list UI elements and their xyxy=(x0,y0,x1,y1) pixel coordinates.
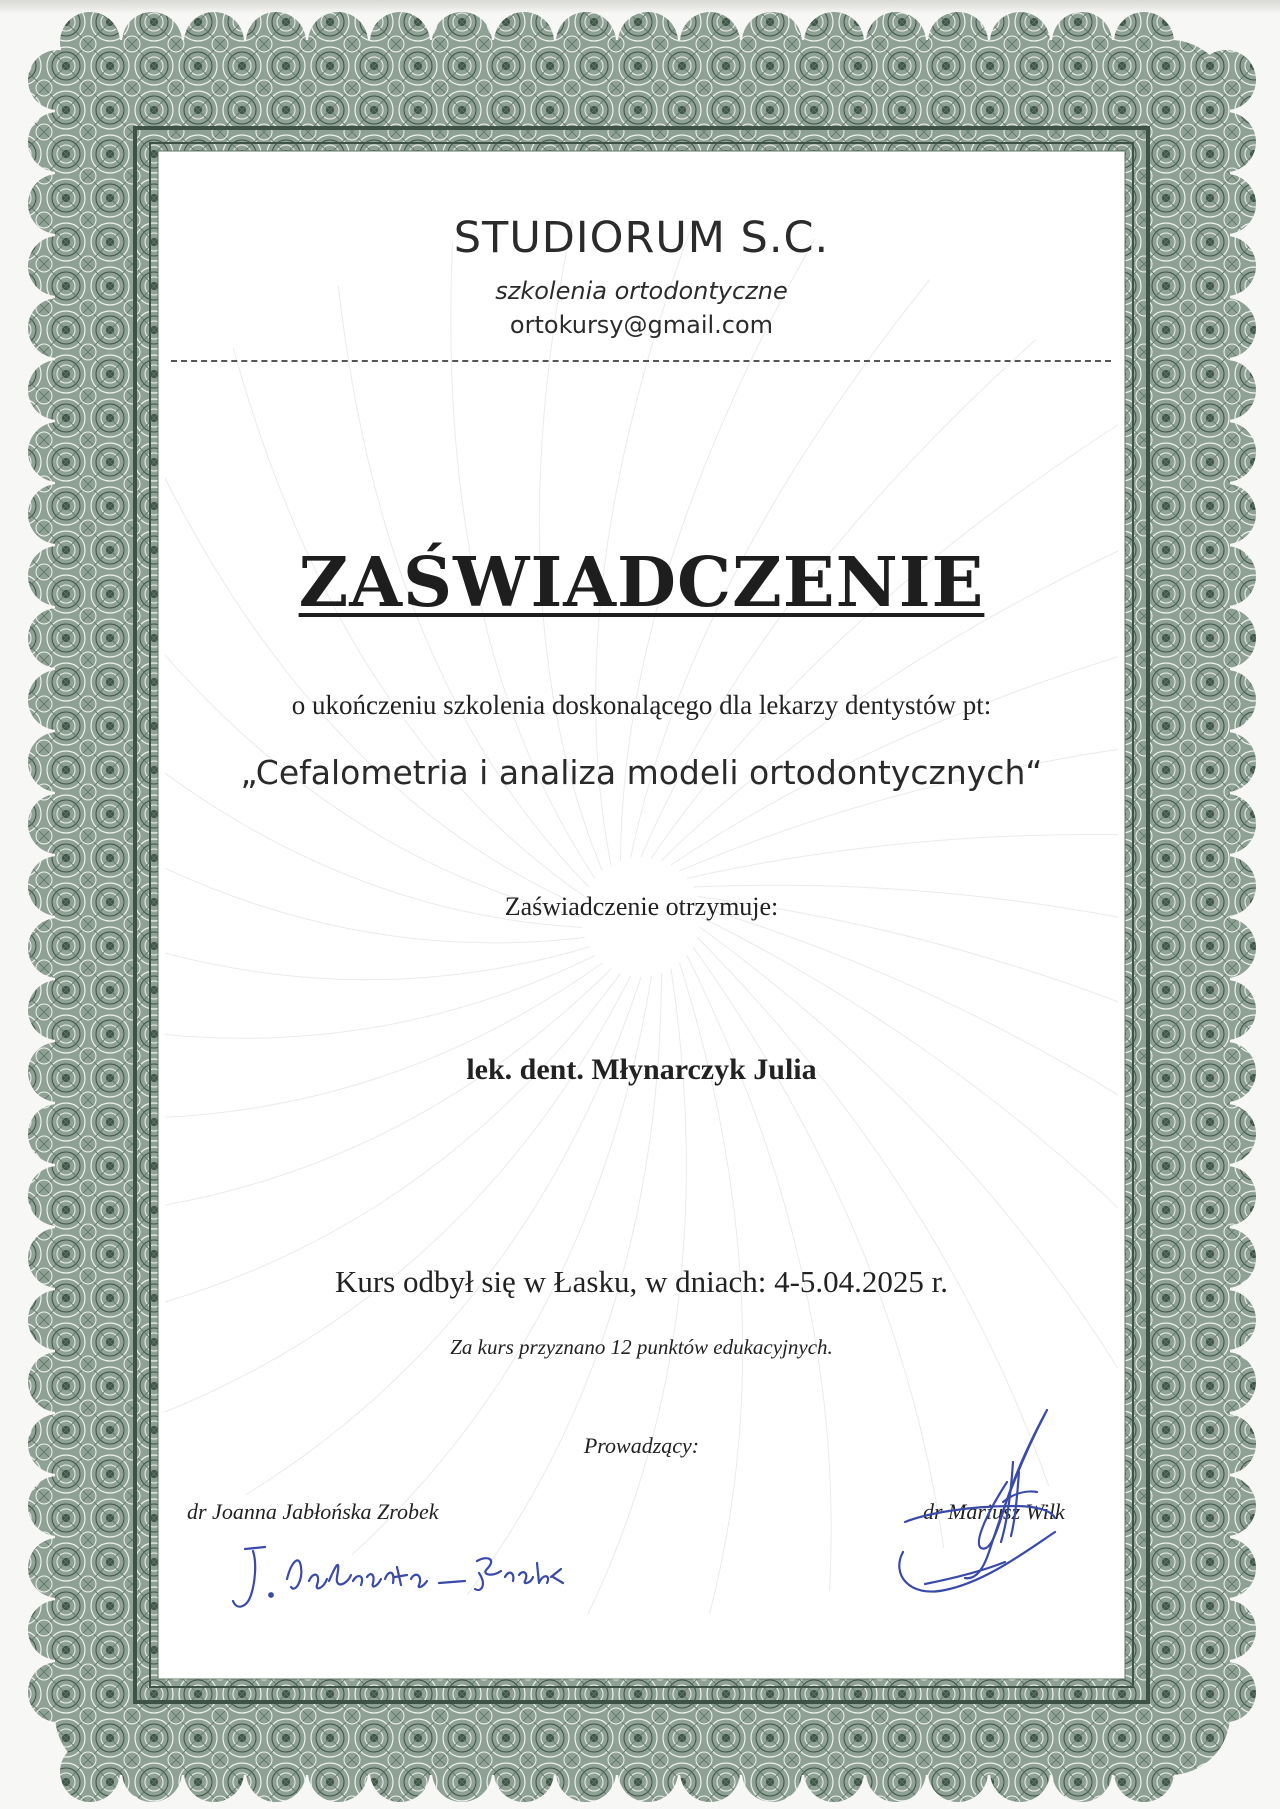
border-scallop xyxy=(618,1742,678,1802)
border-scallop xyxy=(1052,1742,1112,1802)
border-scallop xyxy=(1196,1476,1256,1536)
border-scallop xyxy=(1196,918,1256,978)
border-scallop xyxy=(28,50,88,110)
border-scallop xyxy=(1052,12,1112,72)
border-scallop xyxy=(804,1742,864,1802)
lecturer-right-name: dr Mariusz Wilk xyxy=(923,1499,1065,1524)
border-scallop xyxy=(1196,360,1256,420)
border-scallop xyxy=(1196,732,1256,792)
border-scallop xyxy=(494,1742,554,1802)
border-scallop xyxy=(618,12,678,72)
border-scallop xyxy=(28,1662,88,1722)
border-scallop xyxy=(742,1742,802,1802)
border-scallop xyxy=(990,12,1050,72)
border-scallop xyxy=(28,112,88,172)
border-scallop xyxy=(308,12,368,72)
border-scallop xyxy=(1196,794,1256,854)
border-scallop xyxy=(1196,484,1256,544)
border-scallop xyxy=(246,1742,306,1802)
border-scallop xyxy=(1196,670,1256,730)
border-scallop xyxy=(308,1742,368,1802)
border-scallop xyxy=(742,12,802,72)
border-scallop xyxy=(28,980,88,1040)
border-scallop xyxy=(1114,12,1174,72)
signature-left xyxy=(225,1533,565,1628)
border-scallop xyxy=(556,12,616,72)
border-scallop xyxy=(28,608,88,668)
border-scallop xyxy=(122,1742,182,1802)
border-scallop xyxy=(1196,608,1256,668)
border-scallop xyxy=(1196,1600,1256,1660)
recipient-label: Zaświadczenie otrzymuje: xyxy=(504,892,779,921)
border-scallop xyxy=(1196,546,1256,606)
border-scallop xyxy=(28,918,88,978)
organization-name: STUDIORUM S.C. xyxy=(453,213,830,263)
border-scallop xyxy=(432,12,492,72)
border-scallop xyxy=(184,1742,244,1802)
border-scallop xyxy=(928,12,988,72)
certificate-title-text: ZAŚWIADCZENIE xyxy=(298,543,985,623)
lecturers-label: Prowadzący: xyxy=(583,1433,700,1458)
border-scallop xyxy=(28,1104,88,1164)
border-scallop xyxy=(680,12,740,72)
border-scallop xyxy=(432,1742,492,1802)
border-scallop xyxy=(866,1742,926,1802)
border-scallop xyxy=(28,1476,88,1536)
border-scallop xyxy=(1196,1662,1256,1722)
organization-email: ortokursy@gmail.com xyxy=(509,311,774,339)
border-scallop xyxy=(28,236,88,296)
course-title: „Cefalometria i analiza modeli ortodontycznych“ xyxy=(240,753,1043,792)
border-scallop xyxy=(28,1228,88,1288)
border-scallop xyxy=(1196,422,1256,482)
organization-tagline: szkolenia ortodontyczne xyxy=(495,277,788,305)
border-scallop xyxy=(680,1742,740,1802)
border-scallop xyxy=(28,1042,88,1102)
border-scallop xyxy=(28,670,88,730)
recipient-name: lek. dent. Młynarczyk Julia xyxy=(466,1053,817,1086)
border-scallop xyxy=(60,1742,120,1802)
border-scallop xyxy=(1196,1166,1256,1226)
border-scallop xyxy=(28,174,88,234)
course-info: Kurs odbył się w Łasku, w dniach: 4-5.04.2025 r. xyxy=(334,1264,949,1299)
border-scallop xyxy=(1196,50,1256,110)
border-scallop xyxy=(1196,1228,1256,1288)
border-scallop xyxy=(370,1742,430,1802)
border-scallop xyxy=(1196,856,1256,916)
border-scallop xyxy=(28,1290,88,1350)
border-scallop xyxy=(28,794,88,854)
border-scallop xyxy=(1196,174,1256,234)
border-scallop xyxy=(28,298,88,358)
border-scallop xyxy=(28,732,88,792)
signature-right xyxy=(885,1402,1085,1617)
lecturer-left-name: dr Joanna Jabłońska Zrobek xyxy=(187,1499,439,1524)
points-text: Za kurs przyznano 12 punktów edukacyjnych. xyxy=(450,1335,833,1359)
border-scallop xyxy=(184,12,244,72)
border-scallop xyxy=(122,12,182,72)
border-scallop xyxy=(246,12,306,72)
border-scallop xyxy=(28,1600,88,1660)
intro-text: o ukończeniu szkolenia doskonalącego dla lekarzy dentystów pt: xyxy=(291,690,992,720)
border-scallop xyxy=(1196,298,1256,358)
border-scallop xyxy=(1196,1104,1256,1164)
border-scallop xyxy=(1196,1538,1256,1598)
border-scallop xyxy=(28,1352,88,1412)
border-scallop xyxy=(28,1538,88,1598)
border-scallop xyxy=(28,1414,88,1474)
border-scallop xyxy=(866,12,926,72)
border-scallop xyxy=(556,1742,616,1802)
certificate-title xyxy=(165,543,1118,623)
border-scallop xyxy=(1196,1414,1256,1474)
border-scallop xyxy=(928,1742,988,1802)
border-scallop xyxy=(1196,980,1256,1040)
border-scallop xyxy=(1196,112,1256,172)
border-scallop xyxy=(28,422,88,482)
border-scallop xyxy=(1196,1352,1256,1412)
border-scallop xyxy=(804,12,864,72)
border-scallop xyxy=(370,12,430,72)
border-scallop xyxy=(990,1742,1050,1802)
border-scallop xyxy=(494,12,554,72)
certificate-content xyxy=(165,157,1118,1672)
border-scallop xyxy=(1196,236,1256,296)
header-divider xyxy=(171,360,1111,362)
border-scallop xyxy=(28,856,88,916)
border-scallop xyxy=(1196,1042,1256,1102)
border-scallop xyxy=(28,546,88,606)
border-scallop xyxy=(1114,1742,1174,1802)
border-scallop xyxy=(28,1166,88,1226)
border-scallop xyxy=(28,484,88,544)
border-scallop xyxy=(28,360,88,420)
border-scallop xyxy=(1196,1290,1256,1350)
